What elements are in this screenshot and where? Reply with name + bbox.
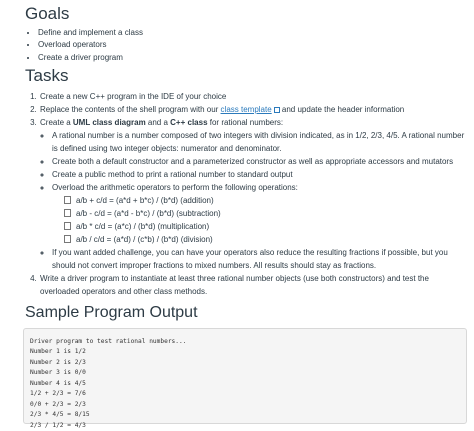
sub-item-challenge: ◦ If you want added challenge, you can have your operators also reduce the resulting fractions if possible, but you should not convert improper fractions to mixed numbers. All results should stay as fractions.	[52, 246, 468, 272]
code-line: Number 1 is 1/2	[30, 348, 86, 356]
operation-item	[64, 194, 468, 207]
goals-heading: Goals	[25, 4, 70, 23]
goals-list	[25, 27, 468, 65]
sub-item-print-method: ◦ Create a public method to print a rational number to standard output	[52, 168, 468, 181]
task-3-text-pre: Create a	[40, 117, 73, 127]
task-1: 1. Create a new C++ program in the IDE of your choice	[39, 90, 468, 103]
task-3-cpp-class: C++ class	[170, 117, 208, 127]
square-bullet-icon	[64, 235, 71, 243]
class-template-link[interactable]: class template	[220, 104, 272, 114]
tasks-list	[25, 90, 468, 298]
task-2	[39, 103, 468, 116]
operation-division: a/b / c/d = (a*d) / (c*b) / (b*d) (division)	[76, 234, 213, 244]
task-3-text-post: for rational numbers:	[207, 117, 284, 127]
code-line: Driver program to test rational numbers...	[30, 337, 187, 345]
tasks-heading: Tasks	[25, 66, 69, 86]
code-line: Number 4 is 4/5	[30, 379, 86, 387]
goal-item: • Define and implement a class	[38, 27, 468, 40]
operations-list	[52, 194, 468, 246]
task-3	[39, 116, 468, 272]
code-line: 1/2 + 2/3 = 7/6	[30, 390, 86, 398]
operation-multiplication: a/b * c/d = (a*c) / (b*d) (multiplication)	[76, 221, 210, 231]
task-2-text-post: and update the header information	[279, 104, 405, 114]
goal-item: • Overload operators	[38, 39, 468, 52]
operation-addition: a/b + c/d = (a*d + b*c) / (b*d) (addition)	[76, 195, 214, 205]
overload-text: Overload the arithmetic operators to perform the following operations:	[52, 182, 298, 192]
sample-output-heading: Sample Program Output	[25, 303, 198, 321]
operation-item	[64, 207, 468, 220]
code-line: 2/3 / 1/2 = 4/3	[30, 421, 86, 429]
task-3-uml: UML class diagram	[72, 117, 146, 127]
task-3-text-mid: and a	[145, 117, 171, 127]
code-line: Number 3 is 0/0	[30, 369, 86, 377]
square-bullet-icon	[64, 209, 71, 217]
task-2-text-pre: Replace the contents of the shell program with our	[40, 104, 221, 114]
operation-item	[64, 220, 468, 233]
code-line: 2/3 * 4/5 = 8/15	[30, 411, 90, 419]
operation-subtraction: a/b - c/d = (a*d - b*c) / (b*d) (subtraction)	[76, 208, 221, 218]
sub-item-overload	[52, 181, 468, 246]
sample-output-code-block	[23, 328, 467, 429]
operation-item	[64, 233, 468, 246]
task-3-sublist	[40, 129, 468, 272]
task-4: 4. Write a driver program to instantiate at least three rational number objects (use both constructors) and test the overloaded operators and other class methods.	[39, 272, 468, 298]
square-bullet-icon	[64, 196, 71, 204]
code-line: 0/0 + 2/3 = 2/3	[30, 400, 86, 408]
sub-item-constructors: ◦ Create both a default constructor and a parameterized constructor as well as appropriate accessors and mutators	[52, 155, 468, 168]
code-line: Number 2 is 2/3	[30, 358, 86, 366]
goal-item: • Create a driver program	[38, 52, 468, 65]
sub-item-rational-definition: ◦ A rational number is a number composed of two integers with division indicated, as in 1/2, 2/3, 4/5. A rational number is defined using two integer objects: numerator and denominator.	[52, 129, 468, 155]
square-bullet-icon	[64, 222, 71, 230]
